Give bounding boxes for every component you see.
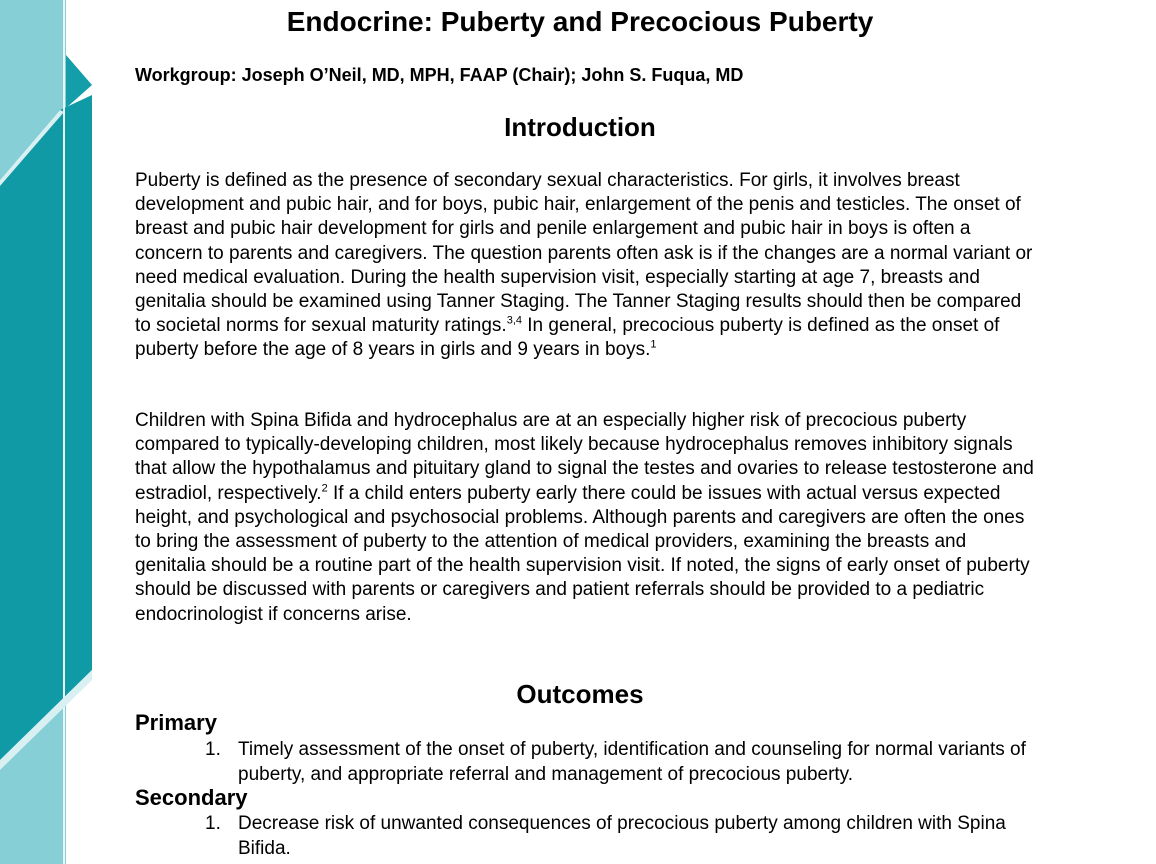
secondary-outcomes-label: Secondary: [135, 785, 248, 810]
secondary-outcome-item: [205, 811, 1055, 861]
citation-superscript: 1: [650, 339, 657, 352]
paragraph-text: If a child enters puberty early there could be issues with actual versus expected height, and psychological and psychosocial problems. Although parents and caregivers are often the ones to bring the assessment of puberty to the attention of medical providers, examining the breasts and genitalia should be a routine part of the health supervision visit. If noted, the signs of early onset of puberty should be discussed with parents or caregivers and patient referrals should be provided to a pediatric endocrinologist if concerns arise.: [135, 482, 1030, 625]
paragraph-text: Children with Spina Bifida and hydrocephalus are at an especially higher risk of precocious puberty compared to typically-developing children, most likely because hydrocephalus removes inhibitory signals that allow the hypothalamus and pituitary gland to signal the testes and ovaries to release testosterone and estradiol, respectively.: [135, 410, 1034, 504]
list-item-text: Timely assessment of the onset of puberty, identification and counseling for normal variants of puberty, and appropriate referral and management of precocious puberty.: [238, 739, 1026, 785]
list-item-text: Decrease risk of unwanted consequences of precocious puberty among children with Spina Bifida.: [238, 813, 1006, 859]
document-title: Endocrine: Puberty and Precocious Puberty: [286, 6, 874, 37]
introduction-paragraph-1: [135, 169, 1035, 363]
primary-outcomes-label: Primary: [135, 710, 217, 735]
outcomes-heading: Outcomes: [516, 679, 644, 709]
list-number: 1.: [205, 813, 221, 834]
introduction-paragraph-2: [135, 409, 1035, 627]
paragraph-text: In general, precocious puberty is defined as the onset of puberty before the age of 8 years in girls and 9 years in boys.: [135, 315, 1000, 361]
citation-superscript: 3,4: [506, 314, 522, 327]
primary-outcome-item: [205, 737, 1055, 787]
citation-superscript: 2: [321, 482, 328, 495]
workgroup-line: Workgroup: Joseph O’Neil, MD, MPH, FAAP (Chair); John S. Fuqua, MD: [135, 65, 744, 85]
list-number: 1.: [205, 739, 221, 760]
introduction-heading: Introduction: [504, 112, 656, 142]
paragraph-text: Puberty is defined as the presence of secondary sexual characteristics. For girls, it involves breast development and pubic hair, and for boys, pubic hair, enlargement of the penis and testicles. The onset of breast and pubic hair development for girls and penile enlargement and pubic hair in boys is often a concern to parents and caregivers. The question parents often ask is if the changes are a normal variant or need medical evaluation. During the health supervision visit, especially starting at age 7, breasts and genitalia should be examined using Tanner Staging. The Tanner Staging results should then be compared to societal norms for sexual maturity ratings.: [135, 170, 1033, 337]
